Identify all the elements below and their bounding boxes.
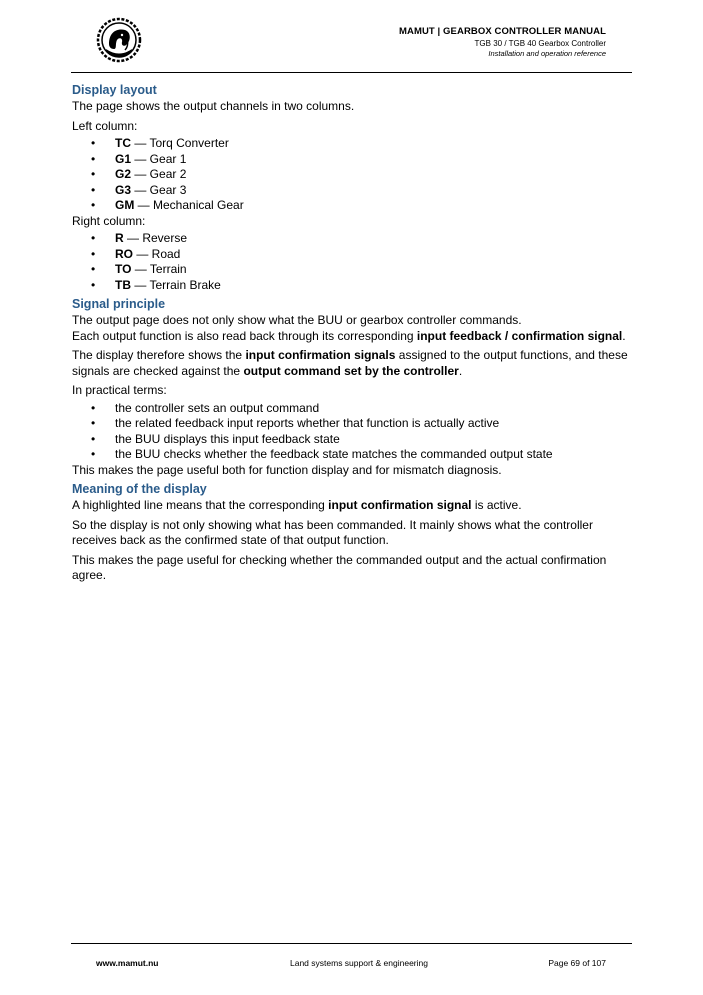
list-item: • the controller sets an output command [72,401,632,417]
list-item [72,167,632,183]
list-item [72,262,632,278]
text-run: Each output function is also read back through its corresponding [72,328,417,343]
list-item [72,136,632,152]
channel-desc: — Terrain [131,262,187,276]
text-run: A highlighted line means that the corresponding [72,498,329,512]
channel-code: G2 [115,167,132,181]
paragraph: The page shows the output channels in two columns. [72,99,355,113]
header-text-block [399,26,606,59]
channel-code: G3 [115,182,132,197]
manual-subtitle: TGB 30 / TGB 40 Gearbox Controller [474,39,606,48]
paragraph [72,348,632,379]
list-item [72,231,632,247]
channel-desc: — Reverse [123,231,188,245]
mamut-logo [95,16,143,64]
page-content [72,83,632,588]
channel-desc: — Gear 3 [131,182,187,197]
bold-text: input confirmation signals [245,348,396,362]
list-item: • the related feedback input reports whether that function is actually active [72,416,632,432]
paragraph: So the display is not only showing what has been commanded. It mainly shows what the controller receives back as the confirmed state of that output function. [72,517,593,547]
footer-tagline: Land systems support & engineering [290,958,428,968]
channel-code: G1 [115,151,132,166]
footer-divider [71,943,632,944]
section-display-layout [72,83,632,293]
list-item [72,278,632,294]
text-run: assigned to the output functions, and these signals are checked against the [72,348,628,378]
right-column-list [72,231,632,293]
channel-code: RO [115,246,133,261]
manual-title: MAMUT | GEARBOX CONTROLLER MANUAL [398,26,606,37]
paragraph: This makes the page useful both for function display and for mismatch diagnosis. [72,462,502,477]
channel-desc: — Terrain Brake [131,277,221,292]
header-divider [71,72,632,73]
channel-code: GM [115,198,135,212]
paragraph [72,329,632,345]
channel-code: TB [115,277,131,292]
text-run: . [458,363,463,378]
manual-subtitle-italic: Installation and operation reference [488,49,606,58]
channel-desc: — Road [133,246,181,261]
section-heading: Meaning of the display [72,482,207,496]
paragraph: This makes the page useful for checking whether the commanded output and the actual confirmation agree. [72,552,607,582]
list-item [72,183,632,199]
paragraph: The output page does not only show what the BUU or gearbox controller commands. [72,313,522,327]
list-item: • the BUU checks whether the feedback state matches the commanded output state [72,447,632,463]
paragraph: In practical terms: [72,383,167,397]
page-header [0,0,703,74]
paragraph [72,498,632,514]
channel-desc: — Mechanical Gear [134,198,244,212]
website-link[interactable]: www.mamut.nu [96,958,159,968]
section-heading: Display layout [72,83,157,97]
list-item [72,247,632,263]
practical-terms-list [72,401,632,463]
left-column-list [72,136,632,214]
list-item [72,198,632,214]
page-number: Page 69 of 107 [548,958,606,968]
list-item [72,152,632,168]
left-column-label: Left column: [72,118,138,133]
right-column-label: Right column: [72,213,146,228]
channel-code: TC [115,136,131,150]
section-signal-principle [72,297,632,478]
list-item: • the BUU displays this input feedback state [72,432,632,448]
section-meaning [72,482,632,584]
bold-text: input confirmation signal [328,498,472,512]
text-run: is active. [471,498,522,512]
channel-code: R [115,231,124,245]
channel-code: TO [115,262,132,276]
text-run: . [622,328,626,343]
channel-desc: — Torq Converter [131,136,229,150]
channel-desc: — Gear 1 [131,151,187,166]
channel-desc: — Gear 2 [131,167,187,181]
bold-text: input feedback / confirmation signal [416,328,623,343]
text-run: The display therefore shows the [72,348,246,362]
bold-text: output command set by the controller [243,363,459,378]
section-heading: Signal principle [72,297,166,311]
